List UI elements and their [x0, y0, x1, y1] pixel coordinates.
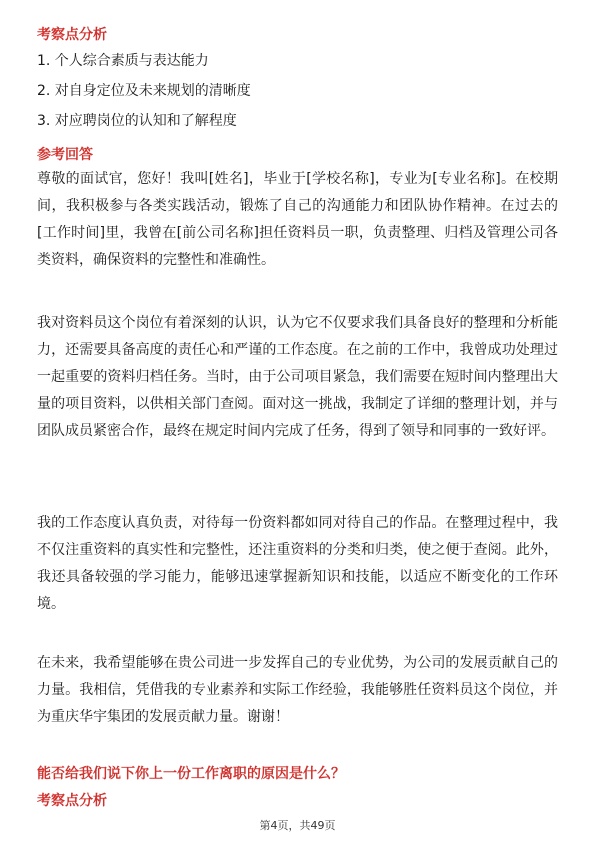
page-number-footer: 第4页，共49页 [259, 819, 336, 832]
answer-paragraph: 尊敬的面试官，您好！我叫[姓名]，毕业于[学校名称]，专业为[专业名称]。在校期间，我积极参与各类实践活动，锻炼了自己的沟通能力和团队协作精神。在过去的[工作时间]里，我曾在[前公司名称]担任资料员一职，负责整理、归档及管理公司各类资料，确保资料的完整性和准确性。 [37, 171, 558, 268]
analysis-point: 1. 个人综合素质与表达能力 [37, 53, 209, 69]
analysis-heading: 考察点分析 [37, 27, 107, 43]
reference-answer-heading: 参考回答 [37, 147, 93, 163]
answer-paragraph: 在未来，我希望能够在贵公司进一步发挥自己的专业优势，为公司的发展贡献自己的力量。我相信，凭借我的专业素养和实际工作经验，我能够胜任资料员这个岗位，并为重庆华宇集团的发展贡献力量。谢谢！ [37, 655, 558, 725]
next-question-heading: 能否给我们说下你上一份工作离职的原因是什么？ [37, 766, 345, 782]
analysis-point: 2. 对自身定位及未来规划的清晰度 [37, 83, 251, 99]
answer-paragraph: 我的工作态度认真负责，对待每一份资料都如同对待自己的作品。在整理过程中，我不仅注重资料的真实性和完整性，还注重资料的分类和归类，使之便于查阅。此外，我还具备较强的学习能力，能够迅速掌握新知识和技能，以适应不断变化的工作环境。 [37, 515, 558, 612]
analysis-point: 3. 对应聘岗位的认知和了解程度 [37, 113, 237, 129]
analysis-points-list [37, 52, 251, 142]
answer-paragraph: 我对资料员这个岗位有着深刻的认识，认为它不仅要求我们具备良好的整理和分析能力，还需要具备高度的责任心和严谨的工作态度。在之前的工作中，我曾成功处理过一起重要的资料归档任务。当时，由于公司项目紧急，我们需要在短时间内整理出大量的项目资料，以供相关部门查阅。面对这一挑战，我制定了详细的整理计划，并与团队成员紧密合作，最终在规定时间内完成了任务，得到了领导和同事的一致好评。 [37, 315, 558, 439]
analysis-heading-2: 考察点分析 [37, 793, 107, 809]
